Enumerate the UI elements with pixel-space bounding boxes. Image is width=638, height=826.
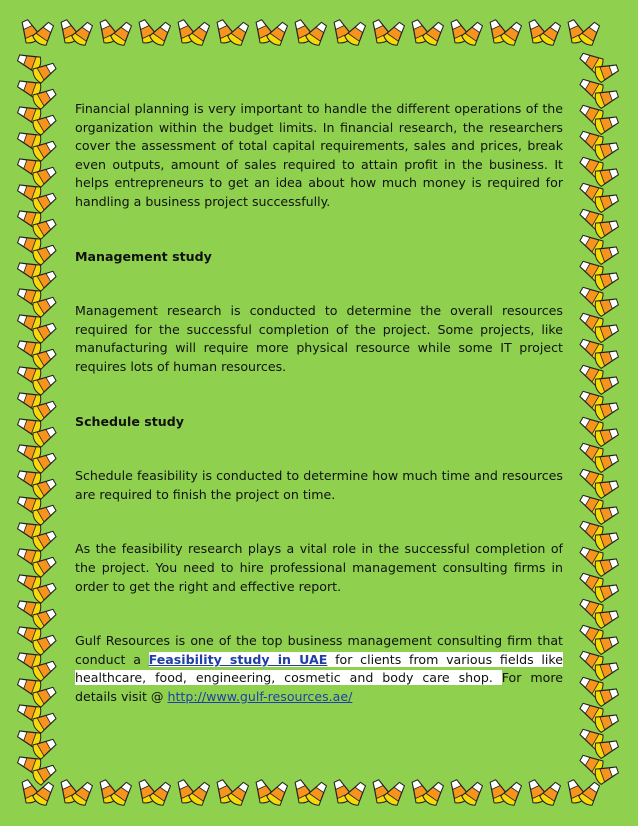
- management-study-heading: Management study: [75, 248, 212, 264]
- promo-outro: For more details visit @: [75, 670, 563, 704]
- candy-corn-icon: [31, 20, 57, 48]
- management-paragraph: Management research is conducted to determine the overall resources required for the successful completion of the project. Some projects, like manufacturing will require more physical resource while some IT project requires lots of human resources.: [75, 303, 563, 374]
- promo-middle: for clients from various fields like healthcare, food, engineering, cosmetic and body care shop.: [75, 651, 563, 686]
- candy-corn-icon: [187, 20, 213, 48]
- candy-corn-icon: [499, 780, 525, 808]
- candy-corn-icon: [109, 20, 135, 48]
- candy-corn-icon: [538, 20, 564, 48]
- highlighted-block: [75, 652, 563, 686]
- website-link[interactable]: http://www.gulf-resources.ae/: [167, 688, 353, 704]
- document-body: [75, 100, 563, 706]
- candy-corn-icon: [460, 20, 486, 48]
- candy-corn-icon: [343, 780, 369, 808]
- candy-corn-icon: [304, 20, 330, 48]
- candy-corn-icon: [70, 20, 96, 48]
- candy-corn-icon: [382, 20, 408, 48]
- candy-corn-icon: [109, 780, 135, 808]
- candy-corn-icon: [148, 20, 174, 48]
- candy-corn-icon: [499, 20, 525, 48]
- promo-paragraph: [75, 632, 563, 706]
- vital-role-paragraph: As the feasibility research plays a vital role in the successful completion of the project. You need to hire professional management consulting firms in order to get the right and effective report.: [75, 541, 563, 594]
- candy-corn-icon: [226, 780, 252, 808]
- candy-corn-icon: [382, 780, 408, 808]
- feasibility-study-link[interactable]: Feasibility study in UAE: [148, 651, 328, 667]
- promo-intro: Gulf Resources is one of the top business management consulting firm that conduct a: [75, 633, 563, 667]
- schedule-paragraph: Schedule feasibility is conducted to determine how much time and resources are required to finish the project on time.: [75, 468, 563, 502]
- candy-corn-icon: [31, 780, 57, 808]
- candy-corn-icon: [421, 780, 447, 808]
- financial-paragraph: Financial planning is very important to handle the different operations of the organization within the budget limits. In financial research, the researchers cover the assessment of total capital requirements, sales and prices, break even outputs, amount of sales required to attain profit in the business. It helps entrepreneurs to get an idea about how much money is required for handling a business project successfully.: [75, 101, 563, 209]
- candy-corn-icon: [304, 780, 330, 808]
- candy-corn-icon: [265, 20, 291, 48]
- candy-corn-icon: [577, 780, 603, 808]
- candy-corn-icon: [343, 20, 369, 48]
- schedule-study-heading: Schedule study: [75, 413, 184, 429]
- candy-corn-icon: [265, 780, 291, 808]
- candy-corn-icon: [538, 780, 564, 808]
- candy-corn-icon: [421, 20, 447, 48]
- candy-corn-icon: [226, 20, 252, 48]
- candy-corn-icon: [460, 780, 486, 808]
- candy-corn-icon: [70, 780, 96, 808]
- candy-corn-icon: [148, 780, 174, 808]
- candy-corn-icon: [577, 20, 603, 48]
- candy-corn-icon: [187, 780, 213, 808]
